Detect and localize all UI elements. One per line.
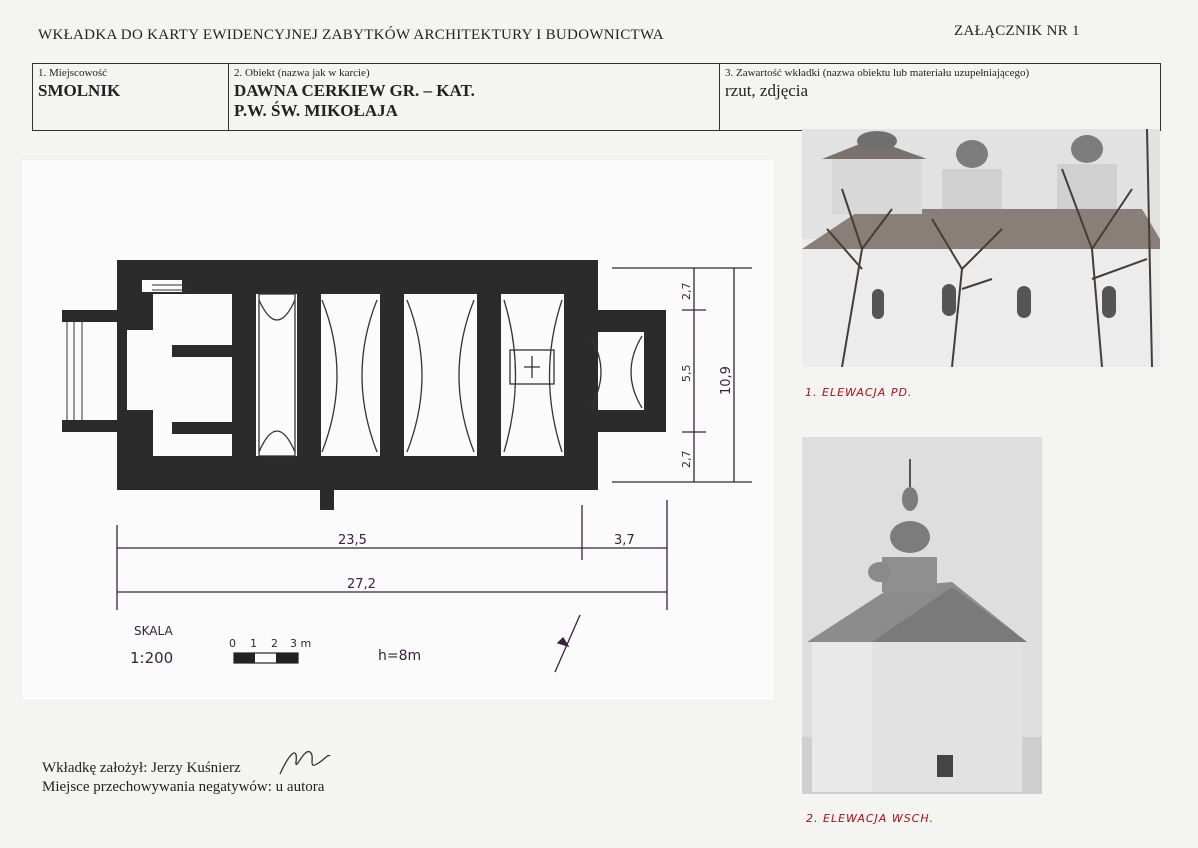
- negatives-line: Miejsce przechowywania negatywów: u autora: [42, 779, 325, 795]
- floor-plan-drawing: [22, 160, 774, 700]
- object-value-line2: P.W. ŚW. MIKOŁAJA: [234, 101, 398, 120]
- scale-tick-1: 1: [250, 637, 257, 650]
- dim-total-len: 27,2: [347, 577, 376, 592]
- annex-number: ZAŁĄCZNIK NR 1: [954, 23, 1080, 39]
- scale-bar: [234, 653, 298, 663]
- contents-label: 3. Zawartość wkładki (nazwa obiektu lub materiału uzupełniającego): [725, 67, 1030, 79]
- locality-label: 1. Miejscowość: [38, 67, 108, 79]
- dim-len2: 3,7: [614, 533, 635, 548]
- locality-value: SMOLNIK: [38, 81, 121, 100]
- church-photo-1: [802, 129, 1160, 367]
- north-arrow-icon: [555, 615, 580, 672]
- scale-tick-2: 2: [271, 637, 278, 650]
- scale-tick-0: 0: [229, 637, 236, 650]
- dim-h1: 2,7: [680, 282, 693, 300]
- locality-cell: [33, 64, 229, 130]
- dim-len1: 23,5: [338, 533, 367, 548]
- page-title: WKŁADKA DO KARTY EWIDENCYJNEJ ZABYTKÓW ARCHITEKTURY I BUDOWNICTWA: [38, 27, 664, 43]
- photo-caption-1: 1. ELEWACJA PD.: [805, 386, 913, 399]
- scale-tick-3: 3 m: [290, 637, 312, 650]
- info-table: [32, 63, 1161, 131]
- author-signature: [276, 742, 332, 782]
- scale-value: 1:200: [130, 649, 174, 667]
- author-line: Wkładkę założył: Jerzy Kuśnierz: [42, 760, 241, 776]
- object-value-line1: DAWNA CERKIEW GR. – KAT.: [234, 81, 475, 100]
- photo-south-elevation: [802, 129, 1160, 367]
- dim-total-h: 10,9: [719, 366, 734, 395]
- contents-cell: [720, 64, 1160, 130]
- dim-h2: 5,5: [680, 364, 693, 382]
- object-label: 2. Obiekt (nazwa jak w karcie): [234, 67, 370, 79]
- object-cell: [229, 64, 720, 130]
- church-photo-2: [802, 437, 1042, 794]
- height-note: h=8m: [378, 648, 422, 664]
- photo-east-elevation: [802, 437, 1042, 794]
- scale-block: [130, 624, 421, 667]
- contents-value: rzut, zdjęcia: [725, 81, 809, 100]
- floor-plan: [22, 160, 774, 700]
- dim-h3: 2,7: [680, 450, 693, 468]
- photo-caption-2: 2. ELEWACJA WSCH.: [806, 812, 935, 825]
- scale-label: SKALA: [134, 624, 173, 638]
